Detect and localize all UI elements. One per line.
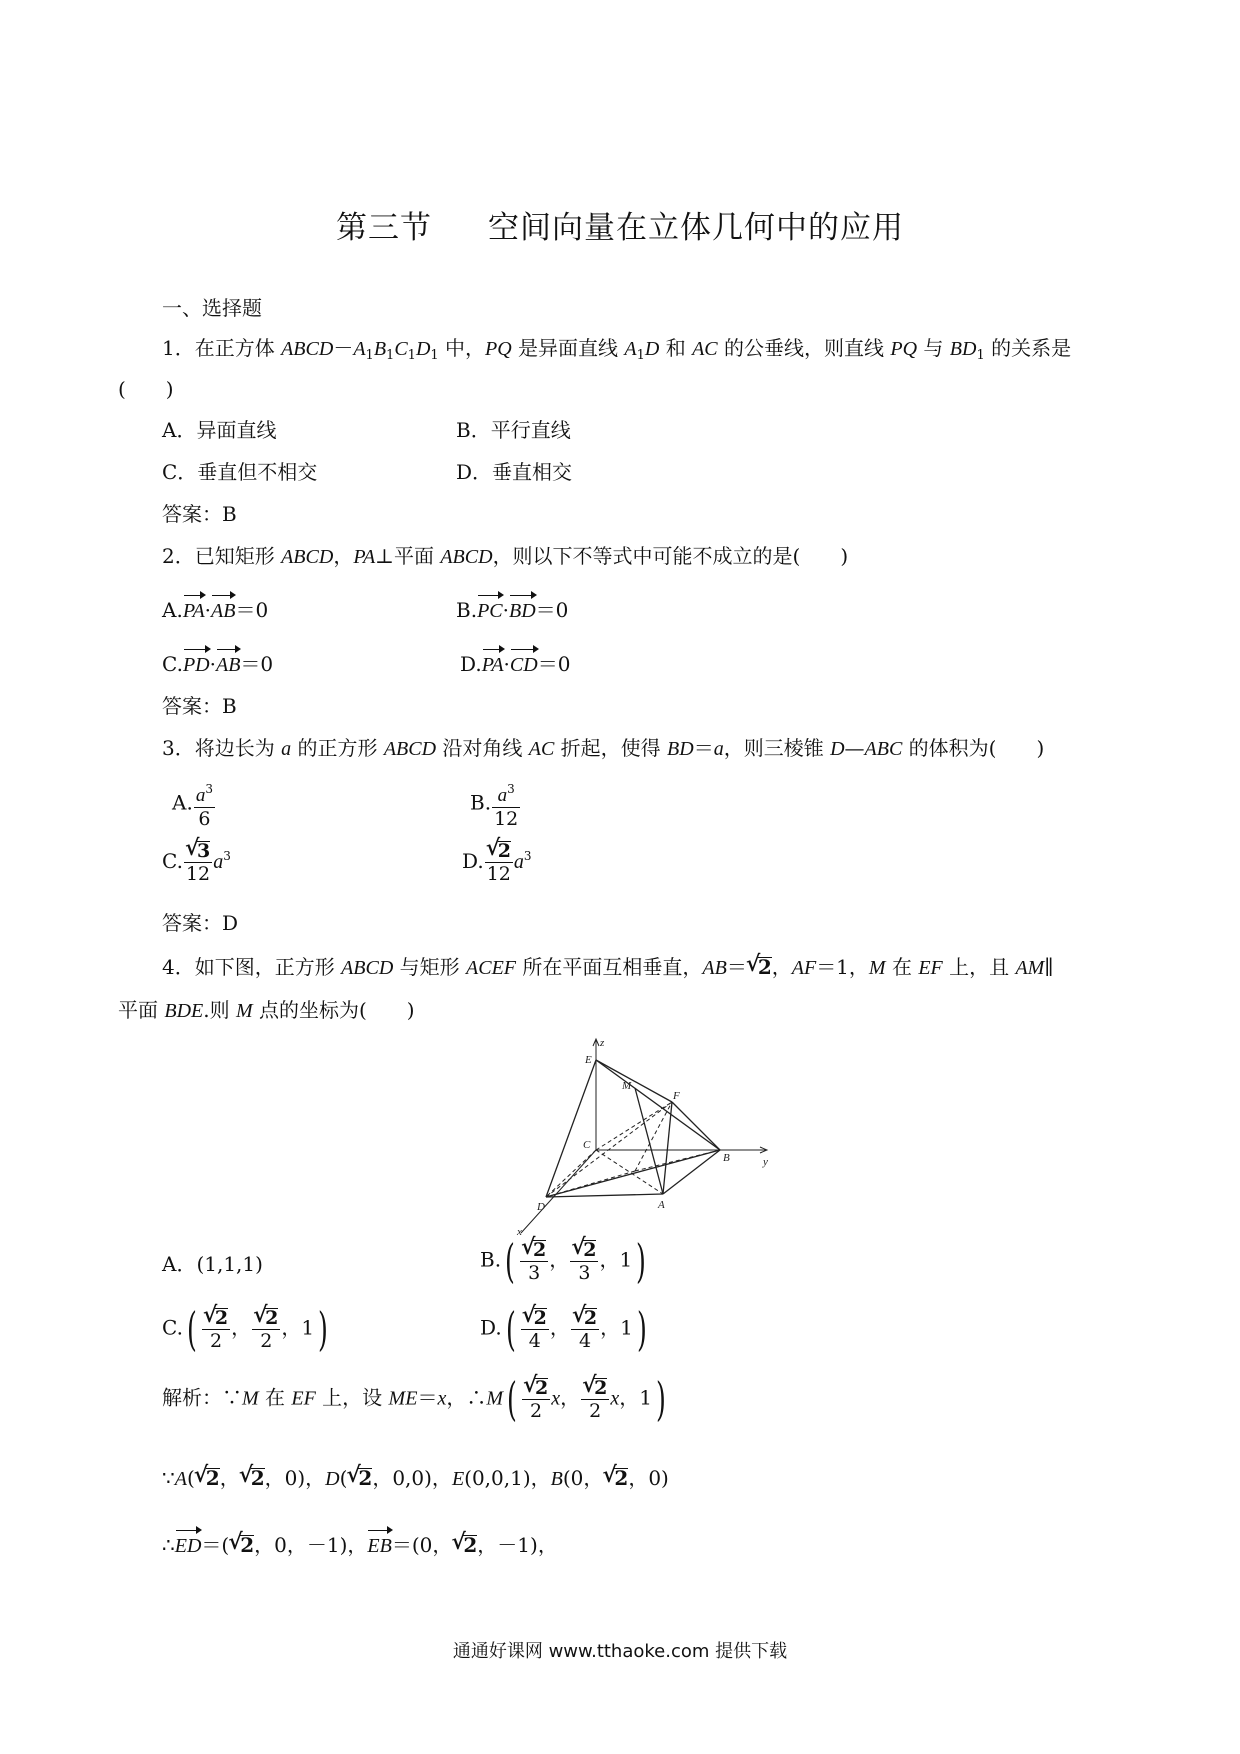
q1-option-c: C．垂直但不相交 [162,460,318,484]
label-F: F [673,1090,680,1102]
solution-line1: 解析：∵M 在 EF 上，设 ME＝x，∴M( √ $\frac{2}{2}$ x， √ $\frac{2}{2}$ x，1) [162,1376,670,1422]
q1-answer: 答案：B [162,502,237,526]
question-3: 3．将边长为 a 的正方形 ABCD 沿对角线 AC 折起，使得 BD＝a，则三棱锥 D—ABC 的体积为( ) [162,736,1045,760]
question-1-paren: ( ) [118,377,174,401]
q1-option-a: A．异面直线 [162,418,277,442]
q3-answer: 答案：D [162,911,239,935]
q2-option-a: A.PA·AB＝0 [162,596,268,625]
q4-option-c: C.( √ $\frac{2}{2}$ ， √ $\frac{2}{2}$ ，1) [162,1306,332,1352]
footer: 通通好课网 www.tthaoke.com 提供下载 [452,1641,788,1662]
solution-line3: ∴ED＝(√ 2，0，－1)，EB＝(0，√ 2，－1)， [162,1531,558,1560]
q3-option-a: A. $\frac{a^3}{6}$ [172,778,216,830]
q3-option-b: B. $\frac{a^3}{12}$ [470,778,521,830]
solution-line2: ∵A(√ 2，√ 2，0)，D(√ 2，0,0)，E(0,0,1)，B(0，√ 2，0) [162,1464,669,1493]
label-A: A [658,1199,665,1211]
label-x: x [517,1226,522,1236]
q2-option-c: C.PD·AB＝0 [162,650,273,679]
q2-option-d: D.PA·CD＝0 [460,650,570,679]
q2-option-b: B.PC·BD＝0 [456,596,568,625]
q2-answer: 答案：B [162,694,237,718]
label-M: M [622,1080,632,1092]
label-z: z [600,1037,605,1049]
label-B: B [723,1152,730,1164]
q3-option-c: C. √ $\frac{3}{12}$ $a^3$ [162,840,231,885]
q1-option-d: D．垂直相交 [456,460,573,484]
label-y: y [763,1156,768,1168]
question-4-line2: 平面 BDE.则 M 点的坐标为( ) [118,998,415,1022]
cube-geometry-figure [505,1036,775,1236]
label-C: C [583,1139,591,1151]
q4-option-b: B.( √ $\frac{2}{3}$ ， √ $\frac{2}{3}$ ，1) [480,1238,650,1284]
q3-option-d: D. √ $\frac{2}{12}$ $a^3$ [462,840,532,885]
label-E: E [585,1054,592,1066]
q4-option-d: D.( √ $\frac{2}{4}$ ， √ $\frac{2}{4}$ ，1) [480,1306,651,1352]
section-heading: 一、选择题 [162,296,262,320]
q4-option-a: A．(1,1,1) [162,1252,263,1276]
question-1: 1．在正方体 $ABCD-A_1B_1C_1D_1$ 中，PQ 是异面直线 $A_1D$ 和 AC 的公垂线，则直线 PQ 与 $BD_1$ 的关系是 [162,336,1072,363]
question-4-line1: 4．如下图，正方形 ABCD 与矩形 ACEF 所在平面互相垂直，AB＝√ 2，AF＝1，M 在 EF 上，且 AM∥ [162,953,1054,982]
label-D: D [537,1201,545,1213]
q1-option-b: B．平行直线 [456,418,571,442]
page-title: 第三节 空间向量在立体几何中的应用 [336,210,904,246]
question-2: 2．已知矩形 ABCD，PA⊥平面 ABCD，则以下不等式中可能不成立的是( ) [162,544,849,568]
